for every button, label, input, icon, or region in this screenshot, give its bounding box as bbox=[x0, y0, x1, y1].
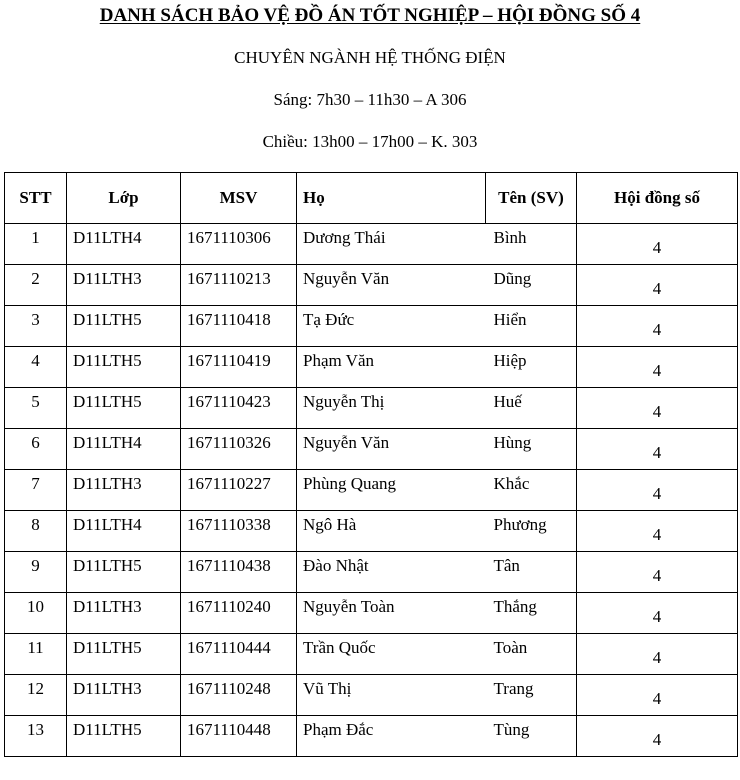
cell-council: 4 bbox=[577, 634, 738, 675]
cell-stt: 7 bbox=[5, 470, 67, 511]
cell-class: D11LTH3 bbox=[67, 675, 181, 716]
cell-given-name: Dũng bbox=[486, 265, 577, 306]
cell-class: D11LTH5 bbox=[67, 388, 181, 429]
cell-given-name: Thắng bbox=[486, 593, 577, 634]
cell-class: D11LTH5 bbox=[67, 634, 181, 675]
cell-surname: Vũ Thị bbox=[297, 675, 486, 716]
cell-student-id: 1671110248 bbox=[181, 675, 297, 716]
cell-stt: 9 bbox=[5, 552, 67, 593]
cell-stt: 11 bbox=[5, 634, 67, 675]
cell-student-id: 1671110444 bbox=[181, 634, 297, 675]
major-line: CHUYÊN NGÀNH HỆ THỐNG ĐIỆN bbox=[234, 48, 506, 67]
cell-council: 4 bbox=[577, 224, 738, 265]
table-row bbox=[5, 347, 738, 388]
cell-stt: 5 bbox=[5, 388, 67, 429]
table-header-row bbox=[5, 173, 738, 224]
cell-given-name: Hiệp bbox=[486, 347, 577, 388]
cell-stt: 6 bbox=[5, 429, 67, 470]
table-row bbox=[5, 634, 738, 675]
cell-stt: 1 bbox=[5, 224, 67, 265]
afternoon-schedule: Chiều: 13h00 – 17h00 – K. 303 bbox=[262, 132, 478, 151]
student-roster-table bbox=[4, 172, 738, 757]
cell-stt: 4 bbox=[5, 347, 67, 388]
cell-council: 4 bbox=[577, 306, 738, 347]
cell-given-name: Tùng bbox=[486, 716, 577, 757]
cell-student-id: 1671110418 bbox=[181, 306, 297, 347]
column-header-class: Lớp bbox=[67, 173, 181, 224]
column-header-stt: STT bbox=[5, 173, 67, 224]
cell-class: D11LTH5 bbox=[67, 716, 181, 757]
cell-surname: Đào Nhật bbox=[297, 552, 486, 593]
cell-surname: Nguyễn Văn bbox=[297, 429, 486, 470]
cell-given-name: Hiển bbox=[486, 306, 577, 347]
cell-given-name: Huế bbox=[486, 388, 577, 429]
cell-surname: Phạm Đắc bbox=[297, 716, 486, 757]
cell-student-id: 1671110326 bbox=[181, 429, 297, 470]
cell-council: 4 bbox=[577, 265, 738, 306]
column-header-student-id: MSV bbox=[181, 173, 297, 224]
cell-class: D11LTH5 bbox=[67, 347, 181, 388]
cell-surname: Nguyễn Văn bbox=[297, 265, 486, 306]
column-header-council: Hội đồng số bbox=[577, 173, 738, 224]
cell-given-name: Phương bbox=[486, 511, 577, 552]
cell-council: 4 bbox=[577, 470, 738, 511]
table-row bbox=[5, 716, 738, 757]
cell-council: 4 bbox=[577, 593, 738, 634]
cell-class: D11LTH3 bbox=[67, 265, 181, 306]
table-row bbox=[5, 593, 738, 634]
cell-given-name: Bình bbox=[486, 224, 577, 265]
column-header-surname: Họ bbox=[297, 173, 486, 224]
cell-class: D11LTH3 bbox=[67, 470, 181, 511]
cell-surname: Phạm Văn bbox=[297, 347, 486, 388]
cell-class: D11LTH4 bbox=[67, 224, 181, 265]
cell-stt: 3 bbox=[5, 306, 67, 347]
cell-stt: 13 bbox=[5, 716, 67, 757]
table-row bbox=[5, 429, 738, 470]
cell-surname: Ngô Hà bbox=[297, 511, 486, 552]
table-body bbox=[5, 224, 738, 757]
cell-student-id: 1671110438 bbox=[181, 552, 297, 593]
cell-class: D11LTH5 bbox=[67, 552, 181, 593]
cell-council: 4 bbox=[577, 347, 738, 388]
column-header-given-name: Tên (SV) bbox=[486, 173, 577, 224]
morning-schedule: Sáng: 7h30 – 11h30 – A 306 bbox=[273, 90, 467, 109]
table-row bbox=[5, 675, 738, 716]
document-title: DANH SÁCH BẢO VỆ ĐỒ ÁN TỐT NGHIỆP – HỘI ĐỒNG SỐ 4 bbox=[99, 5, 641, 26]
cell-class: D11LTH5 bbox=[67, 306, 181, 347]
cell-student-id: 1671110240 bbox=[181, 593, 297, 634]
cell-council: 4 bbox=[577, 552, 738, 593]
cell-given-name: Tân bbox=[486, 552, 577, 593]
table-row bbox=[5, 265, 738, 306]
cell-student-id: 1671110448 bbox=[181, 716, 297, 757]
cell-given-name: Toàn bbox=[486, 634, 577, 675]
cell-student-id: 1671110227 bbox=[181, 470, 297, 511]
cell-student-id: 1671110306 bbox=[181, 224, 297, 265]
cell-surname: Dương Thái bbox=[297, 224, 486, 265]
cell-student-id: 1671110419 bbox=[181, 347, 297, 388]
cell-student-id: 1671110338 bbox=[181, 511, 297, 552]
cell-council: 4 bbox=[577, 675, 738, 716]
cell-surname: Phùng Quang bbox=[297, 470, 486, 511]
cell-class: D11LTH4 bbox=[67, 511, 181, 552]
table-row bbox=[5, 388, 738, 429]
cell-stt: 12 bbox=[5, 675, 67, 716]
table-row bbox=[5, 470, 738, 511]
cell-council: 4 bbox=[577, 429, 738, 470]
cell-stt: 10 bbox=[5, 593, 67, 634]
cell-council: 4 bbox=[577, 388, 738, 429]
table-row bbox=[5, 511, 738, 552]
cell-given-name: Hùng bbox=[486, 429, 577, 470]
cell-council: 4 bbox=[577, 511, 738, 552]
cell-surname: Trần Quốc bbox=[297, 634, 486, 675]
cell-stt: 2 bbox=[5, 265, 67, 306]
cell-surname: Tạ Đức bbox=[297, 306, 486, 347]
cell-stt: 8 bbox=[5, 511, 67, 552]
cell-given-name: Khắc bbox=[486, 470, 577, 511]
cell-surname: Nguyễn Toàn bbox=[297, 593, 486, 634]
cell-given-name: Trang bbox=[486, 675, 577, 716]
table-row bbox=[5, 224, 738, 265]
cell-class: D11LTH4 bbox=[67, 429, 181, 470]
table-row bbox=[5, 306, 738, 347]
cell-student-id: 1671110423 bbox=[181, 388, 297, 429]
cell-council: 4 bbox=[577, 716, 738, 757]
cell-surname: Nguyễn Thị bbox=[297, 388, 486, 429]
cell-class: D11LTH3 bbox=[67, 593, 181, 634]
table-row bbox=[5, 552, 738, 593]
cell-student-id: 1671110213 bbox=[181, 265, 297, 306]
